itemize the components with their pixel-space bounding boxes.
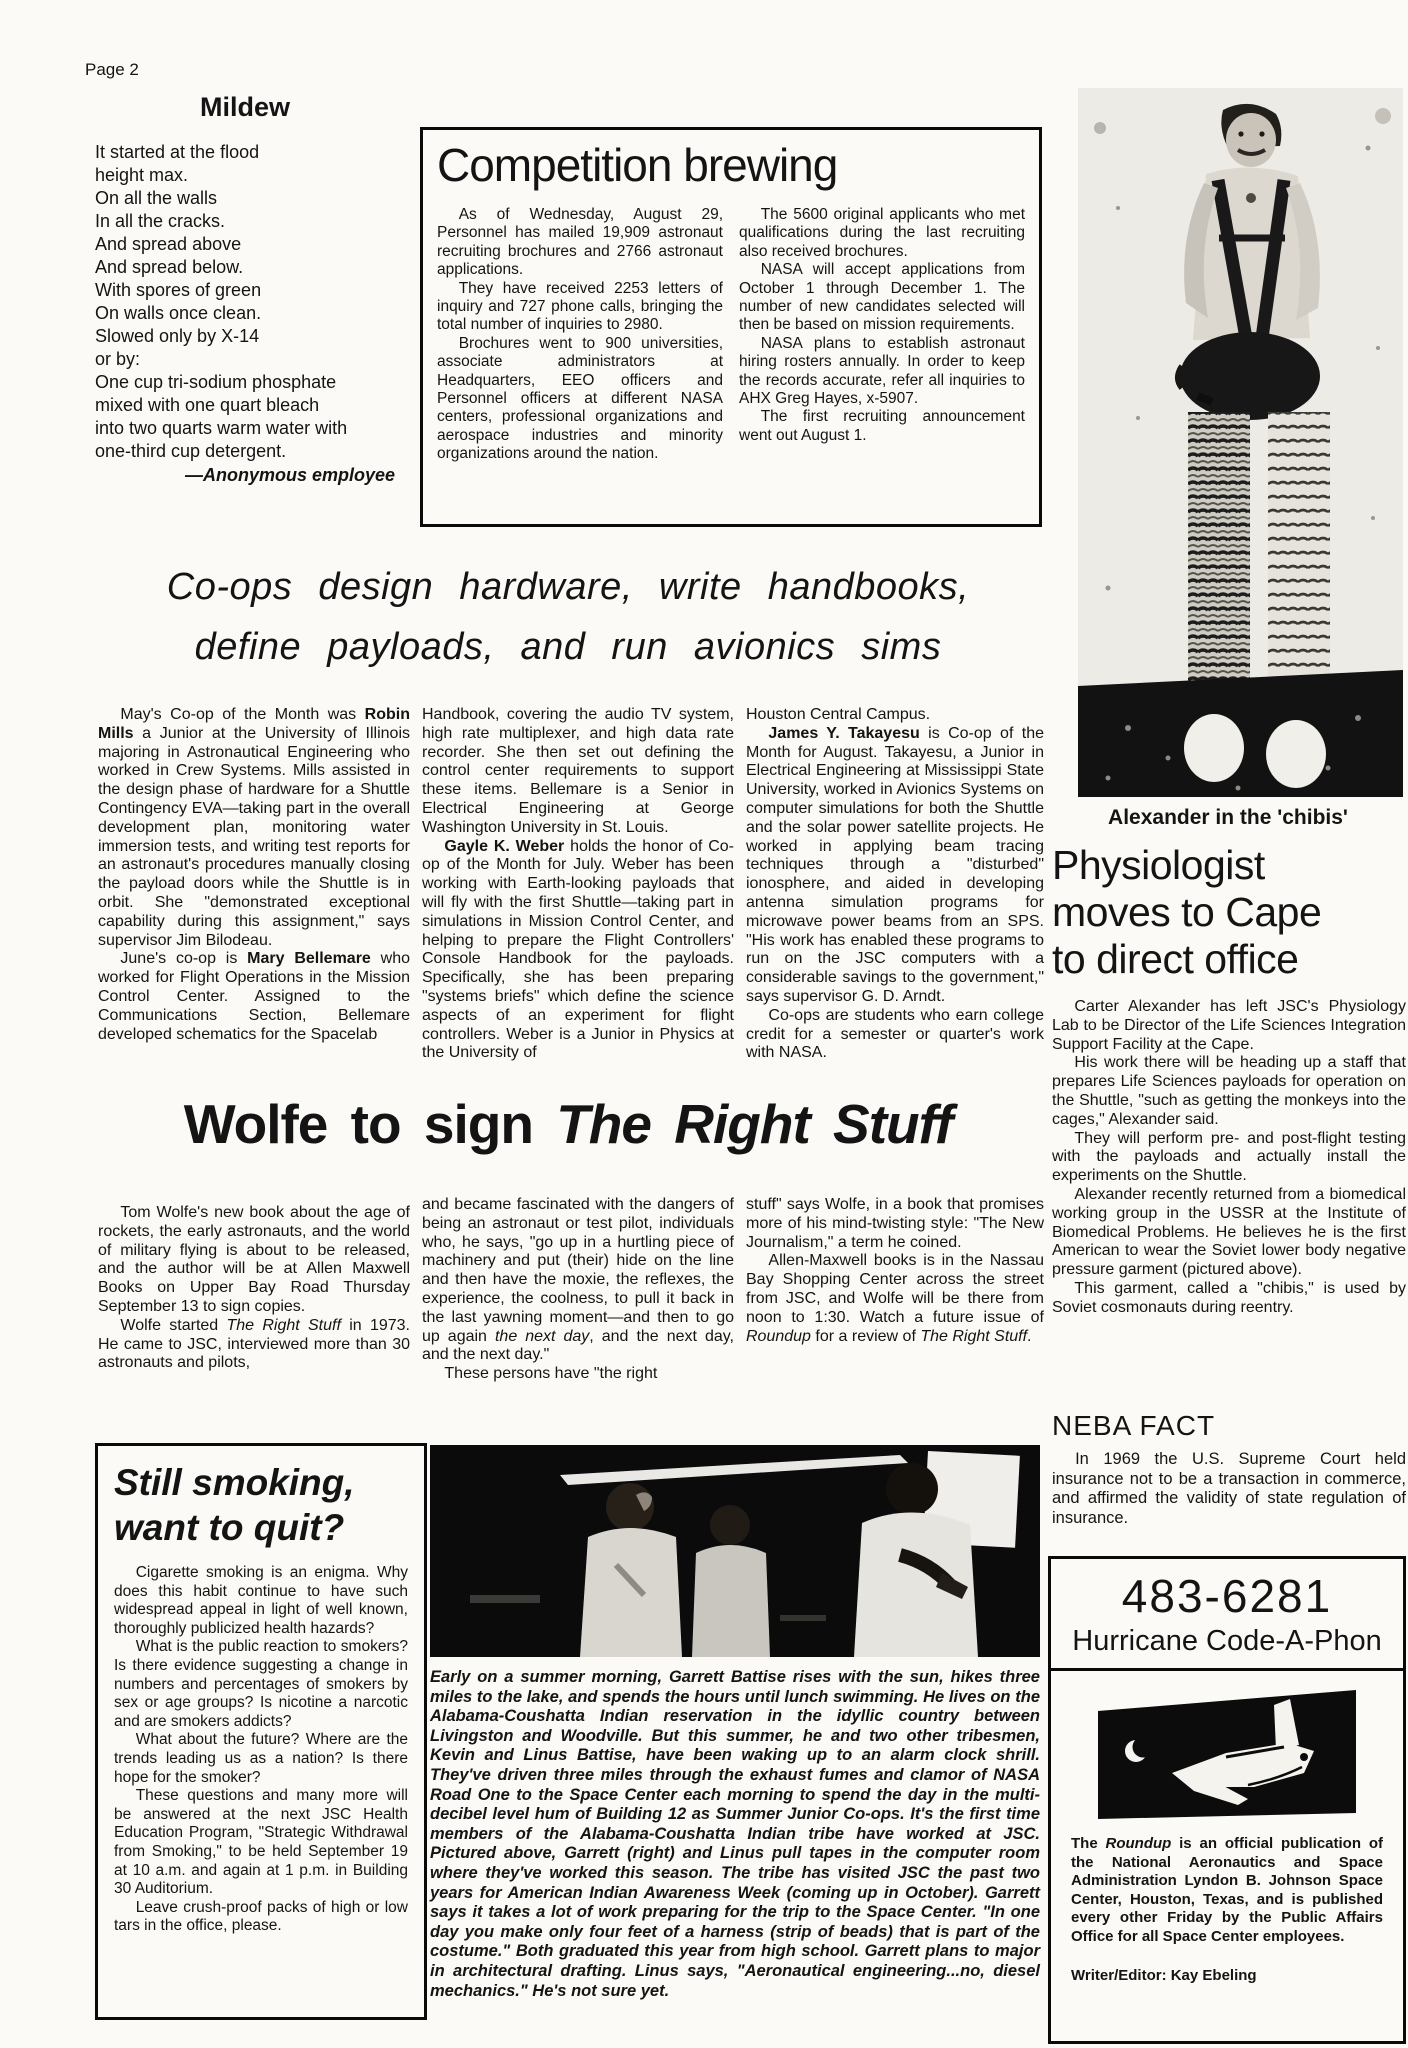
wolfe-headline-title: The Right Stuff: [556, 1093, 953, 1155]
headline-line: to direct office: [1052, 936, 1299, 982]
chibis-photo-graphic: [1078, 88, 1403, 797]
smoking-headline: [98, 1446, 424, 1550]
hurricane-phone-number: 483-6281: [1121, 1570, 1333, 1622]
paragraph: The first recruiting announcement went out August 1.: [739, 408, 1025, 444]
poem-line: into two quarts warm water with: [95, 418, 348, 438]
headline-line: Still smoking,: [114, 1462, 355, 1503]
paragraph: As of Wednesday, August 29, Personnel has mailed 19,909 astronaut recruiting brochures and 2766 astronaut applications.: [437, 206, 723, 279]
paragraph: His work there will be heading up a staff that prepares Life Sciences payloads for operation on the Shuttle, "such as getting the monkeys into the cages," Alexander said.: [1052, 1054, 1406, 1128]
poem-byline: —Anonymous employee: [184, 465, 395, 485]
coops-headline-line2: define payloads, and run avionics sims: [194, 626, 942, 668]
poem-line: one-third cup detergent.: [95, 441, 287, 461]
masthead-box: [1048, 1556, 1406, 2044]
coops-col3: [746, 706, 1044, 1063]
poem-line: mixed with one quart bleach: [95, 395, 320, 415]
coop-photo: [430, 1445, 1040, 1657]
writer-editor-line: Writer/Editor: Kay Ebeling: [1071, 1966, 1257, 1984]
paragraph: Alexander recently returned from a biomedical working group in the USSR at the Institute of Biomedical Problems. He believes he is the first American to wear the Soviet lower body negative pressure garment (pictured above).: [1052, 1185, 1406, 1279]
poem-line: height max.: [95, 165, 189, 185]
neba-body: [1052, 1450, 1406, 1528]
competition-col2: [739, 206, 1025, 464]
paragraph: Houston Central Campus.: [746, 706, 931, 723]
poem-line: or by:: [95, 349, 141, 369]
paragraph: In 1969 the U.S. Supreme Court held insurance not to be a transaction in commerce, and affirmed the validity of state regulation of insurance.: [1052, 1450, 1406, 1527]
headline-line: want to quit?: [114, 1507, 345, 1548]
coop-photo-graphic: [430, 1445, 1040, 1657]
wolfe-col2: [422, 1196, 734, 1384]
competition-headline: Competition brewing: [437, 139, 838, 191]
poem-line: On walls once clean.: [95, 303, 262, 323]
paragraph: What about the future? Where are the trends leading us as a nation? Is there hope for the smoker?: [114, 1731, 408, 1786]
paragraph: James Y. Takayesu is Co-op of the Month for August. Takayesu, a Junior in Electrical Engineering at Mississippi State University, worked in Avionics Systems on computer simulations for both the Shuttle and the solar power satellite projects. He worked in applying beam tracing techniques through a "disturbed" ionosphere, and aided in developing antenna simulation programs for microwave power beams from an SPS. "His work has enabled these programs to run on the JSC computers with a considerable savings to the government," says supervisor G. D. Arndt.: [746, 724, 1045, 1005]
smoking-body: [98, 1550, 424, 1936]
paragraph: Co-ops are students who earn college credit for a semester or quarter's work with NASA.: [746, 1006, 1044, 1062]
paragraph: The 5600 original applicants who met qualifications during the last recruiting also received brochures.: [739, 206, 1025, 260]
coops-col2: [422, 706, 734, 1063]
paragraph: Cigarette smoking is an enigma. Why does this habit continue to have such widespread appeal in light of well known, thoroughly publicized health hazards?: [114, 1564, 408, 1637]
paragraph: This garment, called a "chibis," is used by Soviet cosmonauts during reentry.: [1052, 1279, 1406, 1316]
chibis-photo: [1078, 88, 1403, 797]
poem-line: It started at the flood: [95, 142, 260, 162]
chibis-caption: Alexander in the 'chibis': [1108, 806, 1348, 829]
divider-rule: [1051, 1668, 1403, 1671]
poem-line: With spores of green: [95, 280, 262, 300]
headline-line: Physiologist: [1052, 842, 1265, 888]
coops-headline-line1: Co-ops design hardware, write handbooks,: [166, 566, 970, 608]
paragraph: stuff" says Wolfe, in a book that promises more of his mind-twisting style: "The New Journalism," a term he coined.: [746, 1196, 1044, 1251]
physiologist-article: [1052, 998, 1406, 1318]
coops-col1: [98, 706, 410, 1044]
neba-title: NEBA FACT: [1052, 1410, 1216, 1441]
shuttle-graphic: [1098, 1687, 1356, 1819]
paragraph: NASA plans to establish astronaut hiring rosters annually. In order to keep the records accurate, refer all inquiries to AHX Greg Hayes, x-5907.: [739, 334, 1025, 408]
paragraph: Brochures went to 900 universities, associate administrators at Headquarters, EEO officers and Personnel officers at different NASA centers, professional organizations and aerospace industries and minority organizations around the nation.: [437, 334, 723, 463]
poem-line: And spread above: [95, 234, 242, 254]
publication-note: The Roundup is an official publication of the National Aeronautics and Space Administration Lyndon B. Johnson Space Center, Houston, Texas, and is published every other Friday by the Public Affairs Office for all Space Center employees.: [1071, 1835, 1383, 1945]
headline-line: moves to Cape: [1052, 889, 1322, 935]
paragraph: Gayle K. Weber holds the honor of Co-op of the Month for July. Weber has been working with Earth-looking payloads that will fly with the first Shuttle—taking part in simulations in Mission Control Center, and helping to prepare the Flight Controllers' Console Handbook for the payloads. Specifically, she has been preparing "systems briefs" which define the science aspects of an experiment for flight controllers. Weber is a Junior in Physics at the University of: [422, 837, 734, 1062]
poem-line: One cup tri-sodium phosphate: [95, 372, 337, 392]
wolfe-headline-plain: Wolfe to sign: [183, 1093, 557, 1155]
wolfe-col1: [98, 1204, 410, 1373]
poem-line: And spread below.: [95, 257, 244, 277]
paragraph: What is the public reaction to smokers? Is there evidence suggesting a change in numbers and percentages of smokers by sex or age groups? Is nicotine a narcotic and are smokers addicts?: [114, 1638, 408, 1730]
paragraph: Carter Alexander has left JSC's Physiology Lab to be Director of the Life Sciences Integration Support Facility at the Cape.: [1052, 998, 1406, 1053]
coop-photo-caption: Early on a summer morning, Garrett Battise rises with the sun, hikes three miles to the lake, and spends the hours until lunch swimming. He lives on the Alabama-Coushatta Indian reservation in the idyllic country between Livingston and Woodville. But this summer, he and two other tribesmen, Kevin and Linus Battise, have been waking up to an alarm clock shrill. They've driven three miles through the exhaust fumes and clamor of NASA Road One to the Space Center each morning to spend the day in the multi-decibel level hum of Building 12 as Summer Junior Co-ops. It's the first time members of the Alabama-Coushatta Indian tribe have worked at JSC. Pictured above, Garrett (right) and Linus pull tapes in the computer room where they've worked this season. The tribe has visited JSC the past two years for American Indian Awareness Week (coming up in October). Garrett says it takes a lot of work preparing for the trip to the Space Center. "In one day you make only four feet of a harness (strip of beads) that is part of the costume." Both graduated this year from high school. Garrett plans to major in architectural drafting. Linus says, "Aeronautical engineering...no, diesel mechanics." He's not sure yet.: [430, 1668, 1040, 2000]
shuttle-graphic-svg: [1098, 1687, 1356, 1819]
mildew-title: Mildew: [199, 92, 290, 122]
paragraph: Allen-Maxwell books is in the Nassau Bay Shopping Center across the street from JSC, and Wolfe will be there from noon to 1:30. Watch a future issue of Roundup for a review of The Right Stuff.: [746, 1252, 1044, 1345]
paragraph: May's Co-op of the Month was Robin Mills a Junior at the University of Illinois majoring in Astronautical Engineering who worked in Crew Systems. Mills assisted in the design phase of hardware for a Shuttle Contingency EVA—taking part in the overall development plan, monitoring water immersion tests, and writing test reports for an astronaut's procedures manually closing the payload doors while the Shuttle is in orbit. She "demonstrated exceptional capability during this assignment," says supervisor Jim Bilodeau.: [98, 706, 410, 949]
paragraph: Wolfe started The Right Stuff in 1973. He came to JSC, interviewed more than 30 astronauts and pilots,: [98, 1316, 410, 1372]
paragraph: June's co-op is Mary Bellemare who worked for Flight Operations in the Mission Control Center. Assigned to the Communications Section, Bellemare developed schematics for the Spacelab: [98, 950, 411, 1043]
paragraph: These persons have "the right: [444, 1365, 658, 1383]
wolfe-headline: [90, 1092, 1046, 1156]
competition-col1: [437, 206, 723, 464]
paragraph: Leave crush-proof packs of high or low tars in the office, please.: [114, 1898, 408, 1935]
paragraph: and became fascinated with the dangers of being an astronaut or test pilot, individuals who, he says, "go up in a hurtling piece of machinery and put (their) hide on the line and then have the moxie, the reflexes, the experience, the coolness, to pull it back in the last yawning moment—and then to go up again the next day, and the next day, and the next day.": [422, 1196, 734, 1364]
paragraph: These questions and many more will be answered at the next JSC Health Education Program, "Strategic Withdrawal from Smoking," to be held September 19 at 10 a.m. and again at 1 p.m. in Building 30 Auditorium.: [114, 1787, 408, 1898]
paragraph: NASA will accept applications from October 1 through December 1. The number of new candidates selected will then be based on mission requirements.: [739, 261, 1025, 334]
poem-line: In all the cracks.: [95, 211, 226, 231]
paragraph: Handbook, covering the audio TV system, high rate multiplexer, and high data rate recorder. She then set out defining the control center requirements to support these items. Bellemare is a Senior in Electrical Engineering at George Washington University in St. Louis.: [422, 706, 734, 836]
mildew-poem: [95, 141, 395, 463]
paragraph: They will perform pre- and post-flight testing with the payloads and actually install the experiments on the Shuttle.: [1052, 1129, 1406, 1185]
hurricane-section: [1051, 1559, 1403, 1658]
poem-line: Slowed only by X-14: [95, 326, 260, 346]
smoking-article: [95, 1443, 427, 2020]
hurricane-label: Hurricane Code-A-Phon: [1072, 1625, 1382, 1657]
wolfe-col3: [746, 1196, 1044, 1346]
poem-line: On all the walls: [95, 188, 218, 208]
mildew-article: [95, 92, 395, 486]
page-number: Page 2: [85, 60, 139, 79]
physiologist-headline: [1052, 842, 1408, 983]
paragraph: Tom Wolfe's new book about the age of rockets, the early astronauts, and the world of military flying is about to be released, and the author will be at Allen Maxwell Books on Upper Bay Road Thursday September 13 to sign copies.: [98, 1204, 410, 1315]
competition-article: [420, 127, 1042, 527]
paragraph: They have received 2253 letters of inquiry and 727 phone calls, bringing the total number of inquiries to 2980.: [437, 279, 723, 334]
